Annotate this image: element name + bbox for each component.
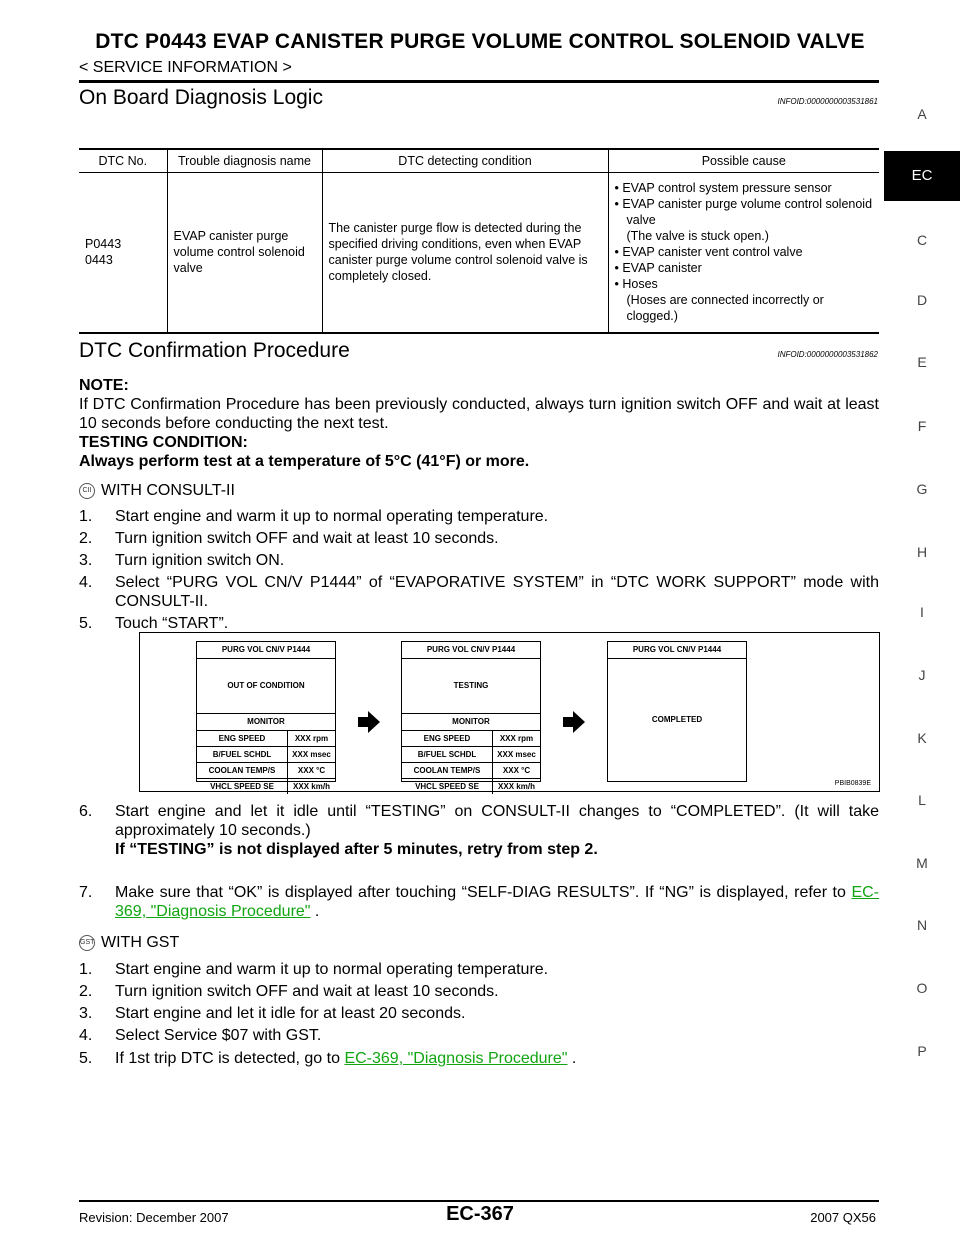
step-text: Touch “START”. [115,615,229,632]
step-text: Start engine and warm it up to normal operating temperature. [115,961,549,978]
side-tab-g[interactable]: G [916,481,928,497]
monitor-key: VHCL SPEED SE [402,779,493,794]
dtc-number-cell [79,173,167,333]
dtc-number: P0443 [85,237,122,252]
screen-title: PURG VOL CN/V P1444 [608,642,746,659]
note-label: NOTE: [79,377,129,394]
arrow-right-icon [563,711,585,733]
screen-monitor-label: MONITOR [402,714,540,731]
page-title: DTC P0443 EVAP CANISTER PURGE VOLUME CONTROL SOLENOID VALVE [95,30,865,53]
consult-step-5 [79,614,879,633]
table-header: DTC No. [79,149,167,173]
cause-item: • EVAP canister purge volume control solenoid valve [614,197,873,228]
step-text: If 1st trip DTC is detected, go to [115,1050,340,1067]
arrow-right-icon [358,711,380,733]
footer-rule [79,1200,879,1202]
cause-item: • EVAP control system pressure sensor [614,181,832,196]
table-row [79,173,879,333]
side-tab-m[interactable]: M [916,855,928,871]
side-tab-n[interactable]: N [916,917,928,933]
cause-item: • EVAP canister vent control valve [614,245,803,260]
step-text: Select “PURG VOL CN/V P1444” of “EVAPORATIVE SYSTEM” in “DTC WORK SUPPORT” mode with CONSULT-II. [115,574,879,610]
step-text: Turn ignition switch ON. [115,552,285,569]
monitor-value: XXX °C [502,766,531,775]
footer-page-number: EC-367 [446,1203,514,1225]
screen-status: COMPLETED [651,715,703,724]
table-header: DTC detecting condition [322,149,608,173]
step-text: Turn ignition switch OFF and wait at least 10 seconds. [115,983,499,1000]
monitor-key: B/FUEL SCHDL [402,747,493,762]
consult-step-1 [79,507,879,526]
table-header: Trouble diagnosis name [167,149,322,173]
step-text: Select Service $07 with GST. [115,1027,322,1044]
step-number: 1. [79,508,93,525]
gst-step-2 [79,982,879,1001]
side-tab-ec[interactable]: EC [884,151,960,201]
step-text: Start engine and let it idle until “TESTING” on CONSULT-II changes to “COMPLETED”. (It will take approximately 10 seconds.) [115,803,879,839]
consult-step-6 [79,802,879,859]
step-text-end: . [310,903,320,920]
consult-step-4 [79,573,879,611]
gst-step-5 [79,1049,879,1068]
step-number: 7. [79,884,93,901]
screen-monitor-label: MONITOR [197,714,335,731]
monitor-value: XXX rpm [294,734,329,743]
gst-icon: GST [79,935,95,951]
footer-revision: Revision: December 2007 [79,1210,229,1225]
consult-screen-testing [401,641,541,791]
diagnosis-procedure-link[interactable]: EC-369, "Diagnosis Procedure" [115,884,879,920]
monitor-key: ENG SPEED [197,731,288,746]
step-text: Turn ignition switch OFF and wait at least 10 seconds. [115,530,499,547]
diagnosis-procedure-link[interactable]: EC-369, "Diagnosis Procedure" [344,1050,568,1067]
monitor-row [197,763,335,779]
consult-heading [79,481,879,500]
monitor-value: XXX km/h [498,782,535,791]
cause-item: (The valve is stuck open.) [626,229,769,244]
step-text-end: . [567,1050,577,1067]
dtc-table [79,148,879,334]
step-number: 2. [79,983,93,1000]
gst-step-4 [79,1026,879,1045]
side-tab-a[interactable]: A [917,106,927,122]
testing-condition-text: Always perform test at a temperature of 5°C (41°F) or more. [79,453,530,470]
consult-step-3 [79,551,879,570]
step-number: 5. [79,1050,93,1067]
monitor-row [402,763,540,779]
gst-step-3 [79,1004,879,1023]
trouble-name-cell: EVAP canister purge volume control solenoid valve [167,173,322,333]
monitor-row [402,747,540,763]
step-text: Make sure that “OK” is displayed after touching “SELF-DIAG RESULTS”. If “NG” is displayed, refer to [115,884,846,901]
cause-item: (Hoses are connected incorrectly or clogged.) [626,293,824,324]
consult-screens-figure [139,632,880,792]
step-text-wrap [115,1049,879,1068]
consult-step-7 [79,883,879,921]
table-header: Possible cause [608,149,879,173]
infoid-dtc-confirmation: INFOID:0000000003531862 [777,350,878,359]
dtc-number: 0443 [85,253,113,268]
screen-status: OUT OF CONDITION [197,659,335,714]
consult-screen-out-of-condition [196,641,336,791]
monitor-key: COOLAN TEMP/S [197,763,288,778]
step-text-wrap [115,883,879,921]
side-tab-k[interactable]: K [917,730,927,746]
consult-heading-text: WITH CONSULT-II [101,482,235,499]
monitor-key: VHCL SPEED SE [197,779,288,794]
step-number: 2. [79,530,93,547]
screen-status: TESTING [402,659,540,714]
step-number: 3. [79,1005,93,1022]
step-number: 1. [79,961,93,978]
footer-model: 2007 QX56 [810,1210,876,1225]
monitor-value: XXX km/h [293,782,330,791]
monitor-key: ENG SPEED [402,731,493,746]
step-number: 3. [79,552,93,569]
monitor-value: XXX rpm [499,734,534,743]
infoid-obd-logic: INFOID:0000000003531861 [777,97,878,106]
consult-ii-icon: CII [79,483,95,499]
figure-code: PBIB0839E [834,780,871,787]
gst-heading [79,933,879,952]
note-text: If DTC Confirmation Procedure has been previously conducted, always turn ignition switch OFF and wait at least 10 seconds before conducting the next test. [79,396,879,432]
consult-screen-completed [607,641,747,782]
side-tab-c[interactable]: C [916,232,928,248]
gst-step-1 [79,960,879,979]
monitor-row [197,731,335,747]
cause-item: • EVAP canister [614,261,702,276]
side-tab-i[interactable]: I [920,604,924,620]
monitor-value: XXX °C [297,766,326,775]
detecting-condition-cell: The canister purge flow is detected during the specified driving conditions, even when EVAP canister purge volume control solenoid valve is completely closed. [322,173,608,333]
possible-cause-cell [608,173,879,333]
monitor-row [402,779,540,794]
side-tab-j[interactable]: J [918,667,926,683]
step-number: 6. [79,803,93,820]
monitor-value: XXX msec [292,750,331,759]
page-subtitle: < SERVICE INFORMATION > [79,59,292,76]
step-number: 5. [79,615,93,632]
side-tab-f[interactable]: F [917,418,927,434]
monitor-key: B/FUEL SCHDL [197,747,288,762]
monitor-value: XXX msec [497,750,536,759]
step-number: 4. [79,574,93,591]
side-tab-d[interactable]: D [916,292,928,308]
side-tab-p[interactable]: P [917,1043,927,1059]
side-tab-l[interactable]: L [918,792,926,808]
side-tab-e[interactable]: E [917,354,927,370]
monitor-row [197,779,335,794]
step-text: Start engine and warm it up to normal operating temperature. [115,508,549,525]
step-text: Start engine and let it idle for at least 20 seconds. [115,1005,466,1022]
section-title-obd-logic: On Board Diagnosis Logic [79,86,323,109]
section-title-dtc-confirmation: DTC Confirmation Procedure [79,339,350,362]
step-warning: If “TESTING” is not displayed after 5 minutes, retry from step 2. [115,841,598,858]
step-number: 4. [79,1027,93,1044]
consult-step-2 [79,529,879,548]
side-tab-o[interactable]: O [916,980,928,996]
header-rule [79,80,879,83]
monitor-row [197,747,335,763]
gst-heading-text: WITH GST [101,934,180,951]
monitor-row [402,731,540,747]
testing-condition-label: TESTING CONDITION: [79,434,248,451]
monitor-key: COOLAN TEMP/S [402,763,493,778]
table-header-row [79,149,879,173]
cause-item: • Hoses [614,277,658,292]
side-tab-h[interactable]: H [916,544,928,560]
screen-title: PURG VOL CN/V P1444 [402,642,540,659]
screen-title: PURG VOL CN/V P1444 [197,642,335,659]
